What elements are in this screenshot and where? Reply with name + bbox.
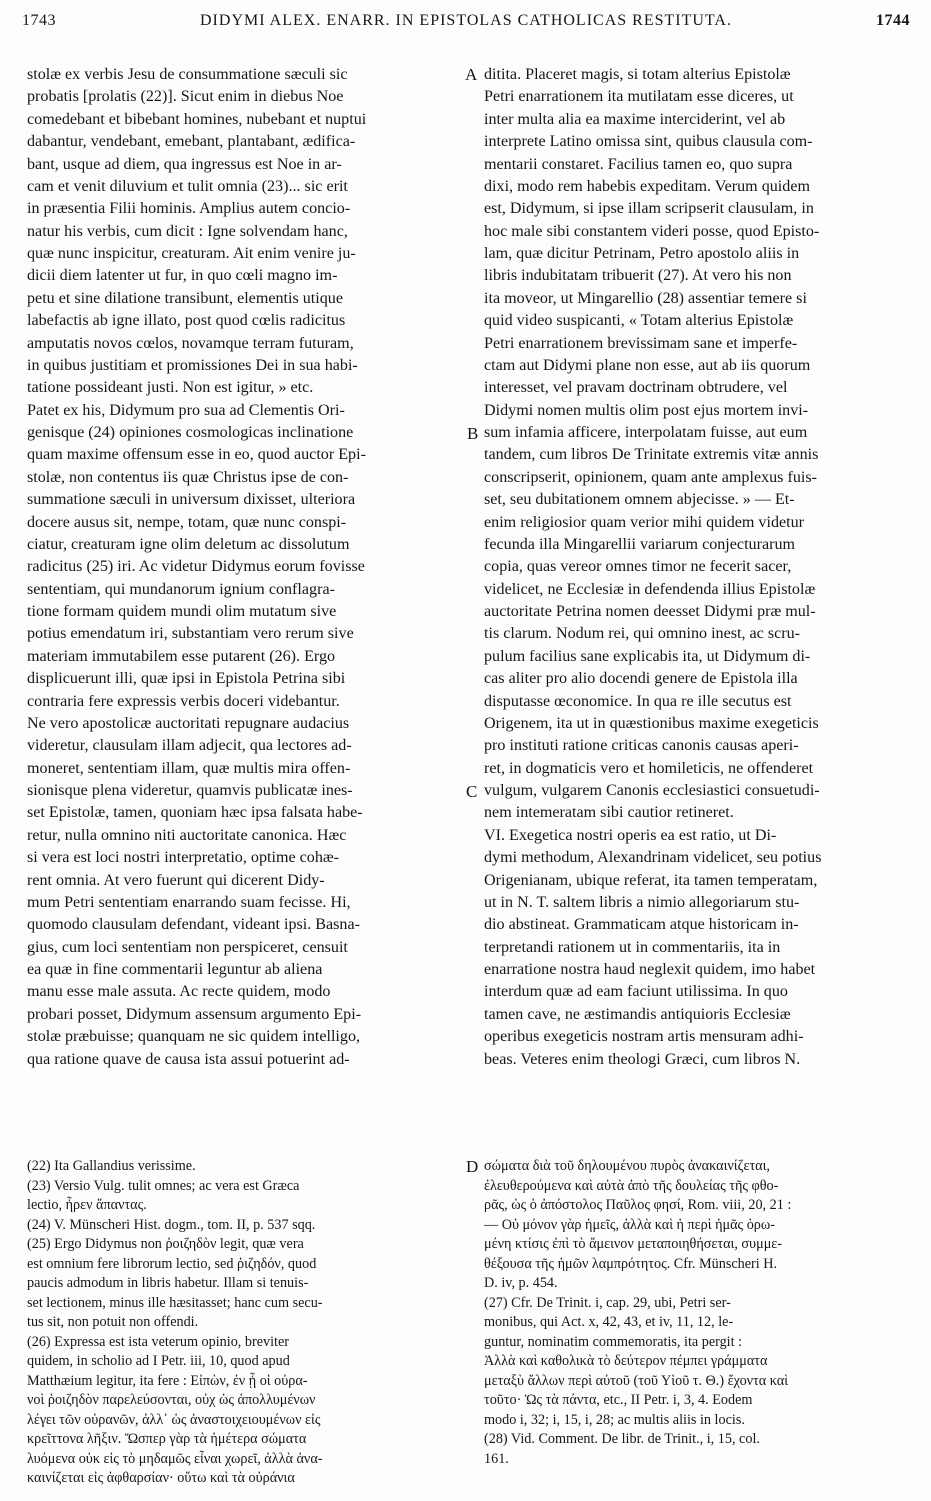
text-line: si vera est loci nostri interpretatio, optime cohæ- <box>27 849 339 867</box>
text-line: contraria fere expressis verbis doceri videbantur. <box>27 692 340 710</box>
text-line: auctoritate Petrina nomen deesset Didymi præ mul- <box>484 603 816 620</box>
text-line: dicii diem latenter ut fur, in quo cœli magno im- <box>27 267 338 285</box>
text-line: pro instituti ratione criticas canonis causas aperi- <box>484 737 799 755</box>
text-line: pulum facilius sane explicabis ita, ut Didymum di- <box>484 647 811 665</box>
text-line: tandem, cum libros De Trinitate extremis vitæ annis <box>484 446 819 464</box>
footnote-line: (27) Cfr. De Trinit. i, cap. 29, ubi, Petri ser- <box>484 1294 731 1311</box>
text-line: set Epistolæ, tamen, quoniam hæc ipsa falsata habe- <box>27 804 363 822</box>
text-line: comedebant et bibebant homines, nubebant et nuptui <box>27 110 367 128</box>
footnote-line: Ἀλλὰ καὶ καθολικὰ τὸ δεύτερον πέμπει γράμματα <box>484 1353 768 1369</box>
footnote-line: lectio, ἦρεν ἅπαντας. <box>27 1197 147 1213</box>
text-line: in quibus justitiam et promissiones Dei in sua habi- <box>27 356 358 374</box>
text-line: Didymi nomen multis olim post ejus mortem invi- <box>484 401 809 419</box>
text-line: radicitus (25) iri. Ac videtur Didymus eorum fovisse <box>27 558 365 576</box>
footnote-line: σώματα διὰ τοῦ δηλουμένου πυρὸς ἀνακαινίζεται, <box>484 1158 770 1174</box>
text-line: vulgum, vulgarem Canonis ecclesiastici consuetudi- <box>484 782 820 799</box>
text-line: quomodo clausulam defendant, videant ipsi. Basna- <box>27 916 360 934</box>
text-line: quæ nunc inspicitur, creaturam. Ait enim venire ju- <box>27 245 356 262</box>
text-line: summatione sæculi in universum dixisset, ulteriora <box>27 491 356 509</box>
footnote-line: modo i, 32; i, 15, i, 28; ac multis aliis in locis. <box>484 1411 745 1428</box>
text-line: labefactis ab igne illato, post quod cœlis radicitus <box>27 312 346 330</box>
text-line: rent omnia. At vero fuerunt qui dicerent Didy- <box>27 871 325 889</box>
page-number-left: 1743 <box>22 12 56 29</box>
section-marker-a: A <box>465 65 478 84</box>
footnote-line: νοὶ ῥοιζηδὸν παρελεύσονται, οὐχ ὡς ἀπολλυμένων <box>27 1392 316 1408</box>
text-line: VI. Exegetica nostri operis ea est ratio, ut Di- <box>484 826 777 844</box>
text-line: moneret, sententiam illam, quæ multis mira offen- <box>27 759 351 777</box>
text-line: ditita. Placeret magis, si totam alterius Epistolæ <box>484 66 791 83</box>
text-line: interprete Latino omissa sint, quibus clausula com- <box>484 133 813 151</box>
footnote-line: quidem, in scholio ad I Petr. iii, 10, quod apud <box>27 1353 290 1369</box>
text-line: stolæ ex verbis Jesu de consummatione sæculi sic <box>27 66 348 83</box>
section-marker-d: D <box>466 1157 479 1176</box>
footnote-line: κρεῖττονα λῆξιν. Ὥσπερ γὰρ τὰ ἡμέτερα σώματα <box>27 1431 307 1447</box>
text-line: interesset, vel pravam doctrinam obtrudere, vel <box>484 379 788 397</box>
text-line: quam maxime offensum esse in eo, quod auctor Epi- <box>27 446 366 464</box>
text-line: manu esse male assuta. Ac recte quidem, modo <box>27 983 331 1001</box>
text-line: bant, usque ad diem, qua ingressus est Noe in ar- <box>27 155 342 173</box>
text-line: Origenem, ita ut in quæstionibus maxime exegeticis <box>484 714 819 732</box>
text-line: sum infamia afficere, interpolatam fuisse, aut eum <box>484 424 808 441</box>
text-line: Origenianam, ubique referat, ita tamen temperatam, <box>484 871 818 889</box>
footnote-line: (24) V. Münscheri Hist. dogm., tom. II, p. 537 sqq. <box>27 1216 316 1233</box>
text-line: tamen cave, ne æstimandis antiquioris Ecclesiæ <box>484 1005 791 1023</box>
text-line: materiam immutabilem esse putarent (26). Ergo <box>27 647 336 665</box>
footnote-line: tus sit, non potuit non offendi. <box>27 1314 199 1330</box>
text-line: nem intemeratam sibi cautior retineret. <box>484 804 734 822</box>
footnote-line: ρᾶς, ὡς ὁ ἀπόστολος Παῦλος φησί, Rom. viii, 20, 21 : <box>484 1197 792 1213</box>
footnote-line: καινίζεται εἰς ἀφθαρσίαν· οὕτω καὶ τὰ οὐράνια <box>27 1470 295 1486</box>
text-line: displicuerunt illi, quæ ipsi in Epistola Petrina sibi <box>27 670 346 688</box>
text-line: fecunda illa Mingarellii variarum conjecturarum <box>484 535 796 553</box>
text-line: ea quæ in fine commentarii leguntur ab aliena <box>27 961 323 978</box>
text-line: amputatis novos cœlos, novamque terram futuram, <box>27 334 354 352</box>
text-line: dio abstineat. Grammaticam atque historicam in- <box>484 916 799 934</box>
text-line: sententiam, qui mundanorum ignium conflagra- <box>27 580 335 598</box>
text-line: natur his verbis, cum dicit : Igne solvendam hanc, <box>27 222 348 240</box>
text-line: ret, in dogmaticis vero et homileticis, ne offenderet <box>484 759 814 777</box>
text-line: sionisque plena videretur, quamvis publicatæ ines- <box>27 782 353 799</box>
text-line: cam et venit diluvium et tulit omnia (23)... sic erit <box>27 177 348 195</box>
footnote-line: Matthæium legitur, ita fere : Εἰπὼν, ἐν ᾗ οἱ οὐρα- <box>27 1372 308 1389</box>
text-line: Petri enarrationem brevissimam sane et imperfe- <box>484 334 798 352</box>
text-line: enim religiosior quam verior mihi quidem videtur <box>484 513 805 531</box>
text-line: genisque (24) opiniones cosmologicas inclinatione <box>27 424 354 441</box>
text-line: retur, nulla omnino niti auctoritate canonica. Hæc <box>27 826 347 844</box>
footnote-line: — Οὐ μόνον γὰρ ἡμεῖς, ἀλλὰ καὶ ἡ περὶ ἡμᾶς ὁρω- <box>484 1216 775 1233</box>
section-marker-b: B <box>467 424 479 443</box>
text-line: probari posset, Didymum assensum argumento Epi- <box>27 1005 362 1023</box>
text-line: disputasse œconomice. In qua re ille secutus est <box>484 692 792 710</box>
footnote-line: (25) Ergo Didymus non ῥοιζηδὸν legit, quæ vera <box>27 1236 304 1252</box>
section-marker-c: C <box>466 782 478 801</box>
text-line: enarratione nostra haud neglexit quidem, imo habet <box>484 961 816 978</box>
footnote-line: τοῦτο· Ὡς τὰ πάντα, etc., II Petr. i, 3, 4. Eodem <box>484 1392 753 1408</box>
footnote-line: 161. <box>484 1450 509 1467</box>
text-line: petu et sine dilatione transibunt, elementis utique <box>27 289 343 307</box>
text-line: est, Didymum, si ipse illam scripserit clausulam, in <box>484 200 814 218</box>
text-line: videretur, clausulam illam adjecit, qua lectores ad- <box>27 737 352 755</box>
text-line: terpretandi rationem ut in commentariis, ita in <box>484 938 781 956</box>
text-line: videlicet, ne Ecclesiæ in defendenda illius Epistolæ <box>484 580 816 598</box>
text-line: mum Petri sententiam enarrando suam fecisse. Hi, <box>27 893 351 911</box>
footnote-line: (22) Ita Gallandius verissime. <box>27 1158 196 1174</box>
footnote-line: guntur, nominatim commemoratis, ita pergit : <box>484 1333 743 1350</box>
text-line: in præsentia Filii hominis. Amplius autem concio- <box>27 200 351 218</box>
text-line: dymi methodum, Alexandrinam videlicet, seu potius <box>484 849 822 867</box>
footnote-line: (28) Vid. Comment. De libr. de Trinit., i, 15, col. <box>484 1431 760 1447</box>
text-line: beas. Veteres enim theologi Græci, cum libros N. <box>484 1050 801 1068</box>
text-line: mentarii constaret. Facilius tamen eo, quo supra <box>484 155 793 173</box>
text-line: lam, quæ dicitur Petrinam, Petro apostolo aliis in <box>484 245 800 262</box>
footnote-line: (23) Versio Vulg. tulit omnes; ac vera est Græca <box>27 1177 300 1194</box>
page-number-right: 1744 <box>876 12 910 29</box>
text-line: quid video suspicanti, « Totam alterius Epistolæ <box>484 312 794 330</box>
text-line: tatione possideant justi. Non est igitur, » etc. <box>27 379 314 397</box>
text-line: interdum quæ ad eam faciunt utilissima. In quo <box>484 983 788 1001</box>
text-line: copia, quas vereor omnes timor ne fecerit sacer, <box>484 558 792 576</box>
footnotes-right <box>484 1157 900 1469</box>
footnote-line: monibus, qui Act. x, 42, 43, et iv, 11, 12, le- <box>484 1314 734 1330</box>
text-line: conscripserit, opinionem, quam ante amplexus fuis- <box>484 468 817 486</box>
footnotes-left <box>27 1157 463 1489</box>
footnote-line: μένη κτίσις ἐπὶ τὸ ἄμεινον μεταποιηθήσεται, συμμε- <box>484 1236 782 1252</box>
running-title: DIDYMI ALEX. ENARR. IN EPISTOLAS CATHOLICAS RESTITUTA. <box>200 12 732 29</box>
text-line: qua ratione quave de causa ista assui potuerint ad- <box>27 1050 350 1068</box>
text-line: dixi, modo rem habebis expeditam. Verum quidem <box>484 177 810 195</box>
text-line: Petri enarrationem ita mutilatam esse diceres, ut <box>484 88 794 106</box>
text-line: Patet ex his, Didymum pro sua ad Clementis Ori- <box>27 401 345 419</box>
text-line: ctam aut Didymi plane non esse, aut ab iis quorum <box>484 356 811 374</box>
text-line: docere ausus sit, nempe, totam, quæ nunc conspi- <box>27 513 347 531</box>
text-line: libris indubitatam tribuerit (27). At vero his non <box>484 267 792 285</box>
text-line: cas aliter pro alio docendi genere de Epistola illa <box>484 670 798 688</box>
footnote-line: paucis admodum in libris habetur. Illam si tenuis- <box>27 1275 309 1291</box>
text-line: dabantur, vendebant, emebant, plantabant, ædifica- <box>27 133 356 151</box>
text-line: hoc male sibi constantem videri posse, quod Episto- <box>484 222 820 240</box>
page-header <box>22 8 910 34</box>
text-line: stolæ præbuisse; quanquam ne sic quidem intelligo, <box>27 1028 361 1046</box>
text-line: inter multa alia ea maxime interciderint, vel ab <box>484 110 786 128</box>
text-line: operibus exegeticis nostram artis mensuram adhi- <box>484 1028 804 1046</box>
left-column <box>27 64 463 1071</box>
right-column <box>484 64 894 1071</box>
text-line: ut in N. T. saltem libris a nimio allegoriarum stu- <box>484 893 800 911</box>
text-line: set, seu dubitationem omnem abjecisse. » — Et- <box>484 491 795 509</box>
footnote-line: (26) Expressa est ista veterum opinio, breviter <box>27 1333 289 1350</box>
footnote-line: est omnium fere librorum lectio, sed ῥιζηδόν, quod <box>27 1255 317 1272</box>
footnote-line: θέξουσα τῆς ἡμῶν λαμπρότητος. Cfr. Münscheri H. <box>484 1255 778 1272</box>
text-line: probatis [prolatis (22)]. Sicut enim in diebus Noe <box>27 88 344 106</box>
text-line: ita moveor, ut Mingarellio (28) assentiar temere si <box>484 289 807 307</box>
text-line: tione formam quidem mundi olim mutatum sive <box>27 603 337 620</box>
footnote-line: ἐλευθερούμενα καὶ αὐτὰ ἀπὸ τῆς δουλείας τῆς φθο- <box>484 1177 779 1194</box>
footnote-line: μεταξὺ ἄλλων περὶ αὐτοῦ (τοῦ Υἱοῦ τ. Θ.) ἔχοντα καὶ <box>484 1372 789 1389</box>
text-line: stolæ, non contentus iis quæ Christus ipse de con- <box>27 468 349 486</box>
footnote-line: set lectionem, minus ille hæsitasset; hanc cum secu- <box>27 1294 323 1311</box>
text-line: gius, cum loci sententiam non perspiceret, censuit <box>27 938 348 956</box>
text-line: tis clarum. Nodum rei, qui omnino inest, ac scru- <box>484 625 800 643</box>
footnote-line: λέγει τῶν οὐρανῶν, ἀλλ᾽ ὡς ἀναστοιχειουμένων εἰς <box>27 1411 321 1428</box>
text-line: ciatur, creaturam igne olim deletum ac dissolutum <box>27 535 350 553</box>
text-line: potius emendatum iri, substantiam vero rerum sive <box>27 625 354 643</box>
footnote-line: D. iv, p. 454. <box>484 1275 558 1291</box>
text-line: Ne vero apostolicæ auctoritati repugnare audacius <box>27 714 350 732</box>
footnote-line: λυόμενα οὐκ εἰς τὸ μηδαμῶς εἶναι χωρεῖ, ἀλλὰ ἀνα- <box>27 1450 323 1467</box>
